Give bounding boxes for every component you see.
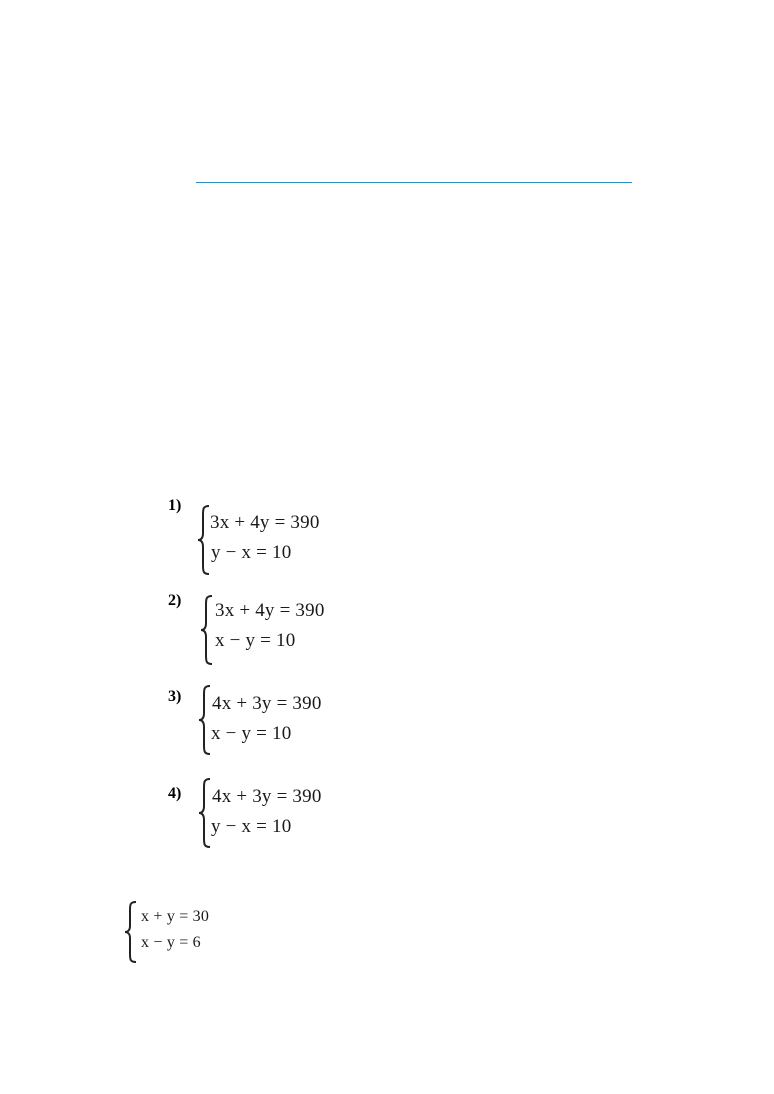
left-brace-icon: [124, 901, 138, 963]
equation-2: y − x = 10: [211, 816, 292, 837]
equation-1: 4x + 3y = 390: [212, 693, 322, 714]
equation-2: y − x = 10: [211, 542, 292, 563]
equation-1: 3x + 4y = 390: [215, 600, 325, 621]
equation-1: x + y = 30: [141, 908, 210, 925]
equation-2: x − y = 6: [141, 934, 201, 951]
equation-1: 3x + 4y = 390: [210, 512, 320, 533]
equation-2: x − y = 10: [215, 630, 296, 651]
left-brace-icon: [198, 685, 212, 755]
left-brace-icon: [200, 595, 214, 665]
option-number: 1): [168, 497, 182, 514]
horizontal-divider: [196, 182, 632, 183]
left-brace-icon: [198, 778, 212, 848]
left-brace-icon: [197, 505, 211, 575]
option-number: 4): [168, 785, 182, 802]
option-number: 2): [168, 592, 182, 609]
option-number: 3): [168, 688, 182, 705]
equation-2: x − y = 10: [211, 723, 292, 744]
equation-1: 4x + 3y = 390: [212, 786, 322, 807]
